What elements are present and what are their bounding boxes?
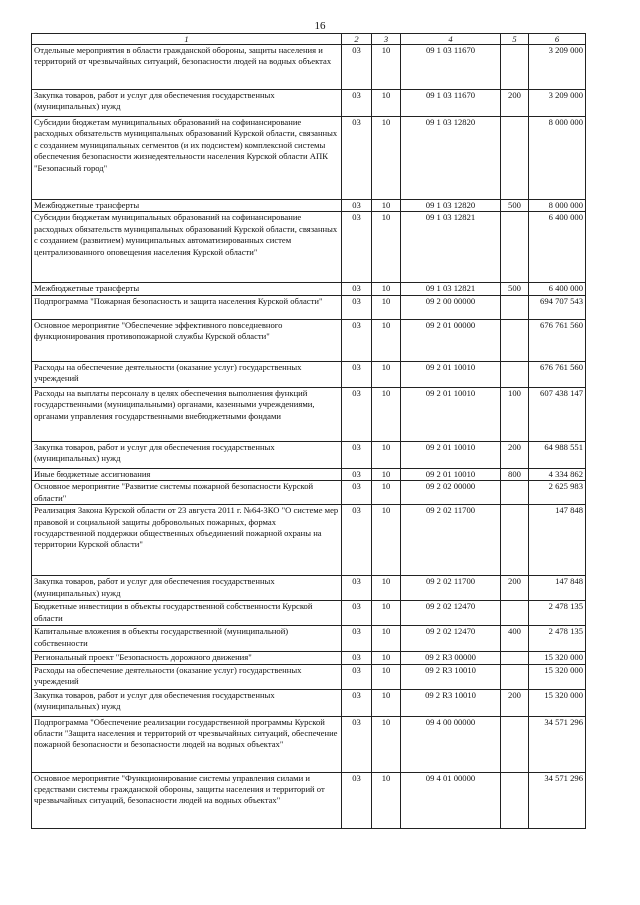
row-name: Расходы на выплаты персоналу в целях обеспечения выполнения функций государственными (муниципальными) органами, казенными учреждениями, органами управления государственными внебюджетными фондами <box>32 387 342 441</box>
row-name: Основное мероприятие "Обеспечение эффективного повседневного функционирования противопожарной службы Курской области" <box>32 319 342 361</box>
row-name: Капитальные вложения в объекты государственной (муниципальной) собственности <box>32 626 342 652</box>
row-subsection: 10 <box>372 319 401 361</box>
table-row <box>32 90 586 117</box>
row-subsection: 10 <box>372 45 401 90</box>
row-amount: 147 848 <box>529 505 586 576</box>
table-row <box>32 200 586 212</box>
table-row <box>32 664 586 689</box>
row-target-article: 09 2 01 10010 <box>401 387 501 441</box>
row-section: 03 <box>342 200 372 212</box>
row-subsection: 10 <box>372 716 401 772</box>
row-amount: 15 320 000 <box>529 664 586 689</box>
table-row <box>32 626 586 652</box>
table-row <box>32 601 586 626</box>
row-expense-type <box>501 212 529 283</box>
row-amount: 676 761 560 <box>529 361 586 387</box>
row-expense-type: 500 <box>501 283 529 295</box>
row-section: 03 <box>342 576 372 601</box>
row-amount: 64 988 551 <box>529 441 586 468</box>
row-amount: 8 000 000 <box>529 200 586 212</box>
row-name: Иные бюджетные ассигнования <box>32 468 342 480</box>
row-name: Региональный проект "Безопасность дорожного движения" <box>32 652 342 664</box>
row-section: 03 <box>342 441 372 468</box>
row-expense-type: 200 <box>501 441 529 468</box>
row-target-article: 09 2 R3 10010 <box>401 664 501 689</box>
row-name: Основное мероприятие "Развитие системы пожарной безопасности Курской области" <box>32 481 342 505</box>
row-amount: 4 334 862 <box>529 468 586 480</box>
row-subsection: 10 <box>372 626 401 652</box>
row-name: Межбюджетные трансферты <box>32 200 342 212</box>
table-row <box>32 576 586 601</box>
row-expense-type <box>501 716 529 772</box>
row-subsection: 10 <box>372 361 401 387</box>
row-target-article: 09 2 R3 10010 <box>401 689 501 716</box>
row-subsection: 10 <box>372 601 401 626</box>
table-row <box>32 505 586 576</box>
row-target-article: 09 2 01 00000 <box>401 319 501 361</box>
row-target-article: 09 1 03 12821 <box>401 283 501 295</box>
row-section: 03 <box>342 212 372 283</box>
row-name: Реализация Закона Курской области от 23 августа 2011 г. №64-ЗКО "О системе мер правовой и социальной защиты добровольных пожарных, формах государственной поддержки общественных объединений пожарной охраны на территории Курской области" <box>32 505 342 576</box>
row-name: Закупка товаров, работ и услуг для обеспечения государственных (муниципальных) нужд <box>32 576 342 601</box>
table-row <box>32 716 586 772</box>
row-name: Подпрограмма "Пожарная безопасность и защита населения Курской области" <box>32 295 342 319</box>
row-expense-type <box>501 117 529 200</box>
row-name: Закупка товаров, работ и услуг для обеспечения государственных (муниципальных) нужд <box>32 90 342 117</box>
row-subsection: 10 <box>372 652 401 664</box>
table-row <box>32 387 586 441</box>
row-target-article: 09 2 01 10010 <box>401 361 501 387</box>
row-section: 03 <box>342 505 372 576</box>
table-row <box>32 468 586 480</box>
column-header-expense-type: 5 <box>501 34 529 45</box>
row-expense-type: 400 <box>501 626 529 652</box>
row-section: 03 <box>342 387 372 441</box>
row-section: 03 <box>342 295 372 319</box>
table-row <box>32 212 586 283</box>
row-target-article: 09 1 03 11670 <box>401 90 501 117</box>
row-target-article: 09 1 03 12821 <box>401 212 501 283</box>
row-target-article: 09 2 R3 00000 <box>401 652 501 664</box>
row-name: Отдельные мероприятия в области гражданской обороны, защиты населения и территорий от чрезвычайных ситуаций, безопасности людей на водных объектах <box>32 45 342 90</box>
row-section: 03 <box>342 664 372 689</box>
row-name: Подпрограмма "Обеспечение реализации государственной программы Курской области "Защита населения и территорий от чрезвычайных ситуаций, обеспечение пожарной безопасности и безопасности людей на водных объектах" <box>32 716 342 772</box>
table-row <box>32 117 586 200</box>
row-section: 03 <box>342 716 372 772</box>
row-target-article: 09 1 03 11670 <box>401 45 501 90</box>
row-subsection: 10 <box>372 117 401 200</box>
table-row <box>32 652 586 664</box>
row-subsection: 10 <box>372 387 401 441</box>
row-amount: 676 761 560 <box>529 319 586 361</box>
row-expense-type <box>501 45 529 90</box>
row-name: Расходы на обеспечение деятельности (оказание услуг) государственных учреждений <box>32 361 342 387</box>
row-expense-type <box>501 772 529 828</box>
row-amount: 3 209 000 <box>529 45 586 90</box>
row-expense-type: 100 <box>501 387 529 441</box>
row-amount: 2 478 135 <box>529 626 586 652</box>
row-amount: 6 400 000 <box>529 212 586 283</box>
row-subsection: 10 <box>372 505 401 576</box>
row-expense-type <box>501 601 529 626</box>
row-target-article: 09 2 02 12470 <box>401 626 501 652</box>
row-expense-type <box>501 295 529 319</box>
table-row <box>32 361 586 387</box>
table-row <box>32 295 586 319</box>
row-name: Закупка товаров, работ и услуг для обеспечения государственных (муниципальных) нужд <box>32 441 342 468</box>
page-number: 16 <box>314 20 326 32</box>
row-section: 03 <box>342 772 372 828</box>
row-section: 03 <box>342 468 372 480</box>
row-amount: 607 438 147 <box>529 387 586 441</box>
row-amount: 2 478 135 <box>529 601 586 626</box>
row-name: Субсидии бюджетам муниципальных образований на софинансирование расходных обязательств муниципальных образований Курской области, связанных с созданием муниципальных сегментов (и их подсистем) комплексной системы обеспечения безопасности жизнедеятельности населения Курской области АПК "Безопасный город" <box>32 117 342 200</box>
row-subsection: 10 <box>372 689 401 716</box>
row-expense-type: 500 <box>501 200 529 212</box>
row-name: Бюджетные инвестиции в объекты государственной собственности Курской области <box>32 601 342 626</box>
row-amount: 6 400 000 <box>529 283 586 295</box>
row-amount: 34 571 296 <box>529 772 586 828</box>
row-section: 03 <box>342 361 372 387</box>
budget-table <box>31 33 586 829</box>
row-subsection: 10 <box>372 664 401 689</box>
row-subsection: 10 <box>372 283 401 295</box>
row-name: Расходы на обеспечение деятельности (оказание услуг) государственных учреждений <box>32 664 342 689</box>
row-subsection: 10 <box>372 295 401 319</box>
row-section: 03 <box>342 45 372 90</box>
row-expense-type <box>501 481 529 505</box>
row-name: Межбюджетные трансферты <box>32 283 342 295</box>
table-row <box>32 45 586 90</box>
row-target-article: 09 1 03 12820 <box>401 117 501 200</box>
row-target-article: 09 2 02 12470 <box>401 601 501 626</box>
row-amount: 15 320 000 <box>529 689 586 716</box>
row-subsection: 10 <box>372 212 401 283</box>
row-amount: 694 707 543 <box>529 295 586 319</box>
row-subsection: 10 <box>372 772 401 828</box>
row-amount: 15 320 000 <box>529 652 586 664</box>
row-target-article: 09 2 02 00000 <box>401 481 501 505</box>
row-target-article: 09 2 02 11700 <box>401 505 501 576</box>
row-section: 03 <box>342 283 372 295</box>
row-target-article: 09 2 00 00000 <box>401 295 501 319</box>
row-subsection: 10 <box>372 468 401 480</box>
row-section: 03 <box>342 652 372 664</box>
row-name: Субсидии бюджетам муниципальных образований на софинансирование расходных обязательств муниципальных образований Курской области, связанных с созданием (развитием) муниципальных автоматизированных систем централизованного оповещения населения Курской области" <box>32 212 342 283</box>
row-subsection: 10 <box>372 576 401 601</box>
row-expense-type: 200 <box>501 576 529 601</box>
row-target-article: 09 2 02 11700 <box>401 576 501 601</box>
table-row <box>32 283 586 295</box>
row-amount: 147 848 <box>529 576 586 601</box>
row-section: 03 <box>342 319 372 361</box>
row-subsection: 10 <box>372 90 401 117</box>
row-section: 03 <box>342 689 372 716</box>
row-expense-type: 200 <box>501 689 529 716</box>
row-subsection: 10 <box>372 441 401 468</box>
row-section: 03 <box>342 626 372 652</box>
column-header-target-article: 4 <box>401 34 501 45</box>
row-section: 03 <box>342 601 372 626</box>
row-expense-type <box>501 505 529 576</box>
table-row <box>32 481 586 505</box>
row-expense-type: 200 <box>501 90 529 117</box>
row-section: 03 <box>342 481 372 505</box>
table-row <box>32 689 586 716</box>
column-header-section: 2 <box>342 34 372 45</box>
row-target-article: 09 1 03 12820 <box>401 200 501 212</box>
table-row <box>32 319 586 361</box>
table-row <box>32 772 586 828</box>
row-expense-type <box>501 319 529 361</box>
column-header-name: 1 <box>32 34 342 45</box>
row-name: Закупка товаров, работ и услуг для обеспечения государственных (муниципальных) нужд <box>32 689 342 716</box>
column-header-amount: 6 <box>529 34 586 45</box>
row-name: Основное мероприятие "Функционирование системы управления силами и средствами системы гражданской обороны, защиты населения и территорий от чрезвычайных ситуаций, безопасности людей на водных объектах" <box>32 772 342 828</box>
column-header-subsection: 3 <box>372 34 401 45</box>
row-amount: 3 209 000 <box>529 90 586 117</box>
table-row <box>32 441 586 468</box>
row-amount: 8 000 000 <box>529 117 586 200</box>
row-amount: 2 625 983 <box>529 481 586 505</box>
row-expense-type <box>501 652 529 664</box>
row-section: 03 <box>342 117 372 200</box>
row-amount: 34 571 296 <box>529 716 586 772</box>
row-subsection: 10 <box>372 481 401 505</box>
row-subsection: 10 <box>372 200 401 212</box>
row-target-article: 09 2 01 10010 <box>401 441 501 468</box>
row-target-article: 09 4 00 00000 <box>401 716 501 772</box>
row-section: 03 <box>342 90 372 117</box>
header-row <box>32 34 586 45</box>
row-target-article: 09 4 01 00000 <box>401 772 501 828</box>
row-expense-type <box>501 664 529 689</box>
row-expense-type <box>501 361 529 387</box>
row-target-article: 09 2 01 10010 <box>401 468 501 480</box>
row-expense-type: 800 <box>501 468 529 480</box>
